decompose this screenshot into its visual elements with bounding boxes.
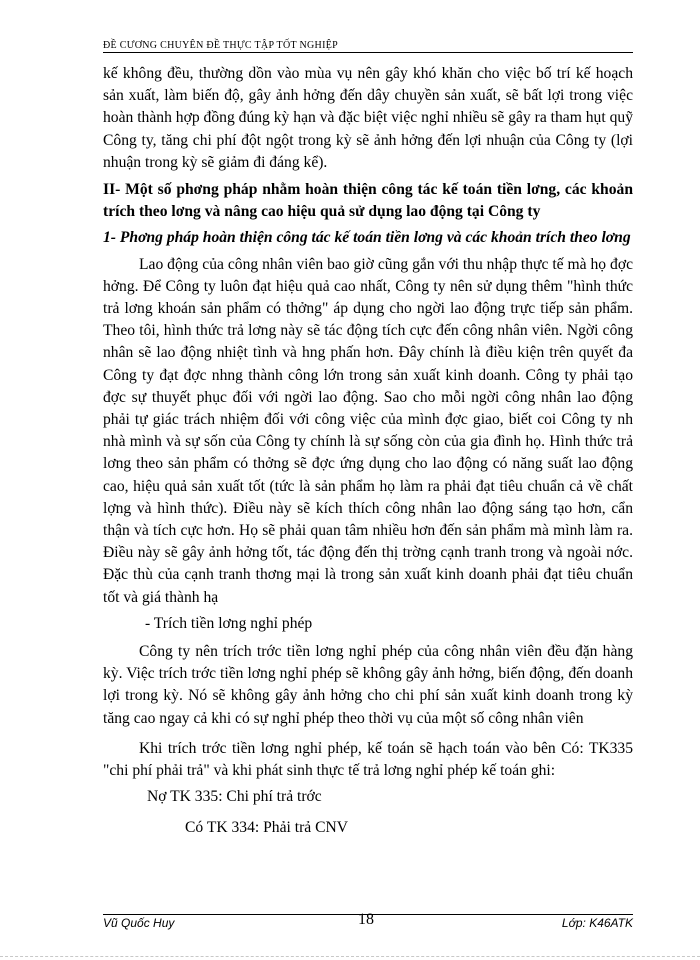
subsection-heading: 1- Phơng pháp hoàn thiện công tác kế toán tiền lơng và các khoản trích theo lơng [103, 229, 631, 247]
paragraph-accounting: Khi trích trớc tiền lơng nghỉ phép, kế toán sẽ hạch toán vào bên Có: TK335 "chi phí phải trả" và khi phát sinh thực tế trả lơng nghỉ phép kế toán ghi: [103, 739, 633, 780]
journal-entry-debit: Nợ TK 335: Chi phí trả trớc [147, 788, 322, 806]
footer-author: Vũ Quốc Huy [103, 916, 175, 930]
bullet-leave-pay: - Trích tiền lơng nghỉ phép [145, 614, 313, 632]
paragraph-labour: Lao động của công nhân viên bao giờ cũng gắn với thu nhập thực tế mà họ đợc hởng. Để Công ty luôn đạt hiệu quả cao nhất, Công ty nên sử dụng thêm "hình thức trả lơng khoán sản phẩm có thởng" áp dụng cho ngời lao động trực tiếp sản phẩm. Theo tôi, hình thức trả lơng này sẽ tác động tích cực đến công nhân viên. Ngời công nhân sẽ lao động nhiệt tình và hng phấn hơn. Đây chính là điều kiện trên quyết đa Công ty đạt đợc nhng thành công lớn trong sản xuất kinh doanh. Công ty phải tạo đợc sự thuyết phục đối với ngời lao động. Sao cho mỗi ngời công nhân lao động phải tự giác trách nhiệm đối với công việc của mình đợc giao, biết coi Công ty nh nhà mình và sự sốn của Công ty chính là sự sống còn của gia đình họ. Hình thức trả lơng theo sản phẩm có thởng sẽ đợc ứng dụng cho lao động có năng suất lao động cao, hiệu quả sản xuất tốt (tức là sản phẩm họ làm ra phải đạt tiêu chuẩn cả về chất lợng và hình thức). Điều này sẽ kích thích công nhân lao động sáng tạo hơn, cẩn thận và tích cực hơn. Họ sẽ phải quan tâm nhiều hơn đến sản phẩm mà mình làm ra. Điều này sẽ gây ảnh hởng tốt, tác động đến thị trờng cạnh tranh trong và ngoài nớc. Đặc thù của cạnh tranh thơng mại là trong sản xuất kinh doanh phải đạt tiêu chuẩn tốt và giá thành hạ [103, 255, 633, 606]
page-edge-divider [0, 956, 700, 957]
journal-entry-credit: Có TK 334: Phải trả CNV [185, 818, 349, 836]
body-text [103, 63, 633, 839]
section-heading: II- Một số phơng pháp nhằm hoàn thiện công tác kế toán tiền lơng, các khoản trích theo lơng và nâng cao hiệu quả sử dụng lao động tại Công ty [103, 181, 633, 221]
paragraph-continued: kế không đều, thường dồn vào mùa vụ nên gây khó khăn cho việc bố trí kế hoạch sản xuất, làm biến độ, gây ảnh hởng đến dây chuyền sản xuất, sẽ bất lợi trong việc hoàn thành hợp đồng đúng kỳ hạn và đặc biệt việc nghỉ nhiều sẽ gây ra tham hụt quỹ Công ty, tăng chi phí đột ngột trong kỳ sẽ ảnh hởng đến lợi nhuận của Công ty (lợi nhuận trong kỳ sẽ giảm đi đáng kể). [103, 65, 633, 171]
paragraph-leave-pay: Công ty nên trích trớc tiền lơng nghỉ phép của công nhân viên đều đặn hàng kỳ. Việc trích trớc tiền lơng nghỉ phép sẽ không gây ảnh hởng, biến động, đến doanh lợi trong kỳ. Nó sẽ không gây ảnh hởng cho chi phí sản xuất kinh doanh trong kỳ tăng cao ngay cả khi có sự nghỉ phép theo thời vụ của một số công nhân viên [103, 643, 633, 727]
header-rule [103, 52, 633, 53]
footer-class: Lớp: K46ATK [561, 916, 633, 930]
page-number: 18 [358, 911, 374, 928]
page-header: ĐỀ CƯƠNG CHUYÊN ĐỀ THỰC TẬP TỐT NGHIỆP [103, 40, 338, 50]
